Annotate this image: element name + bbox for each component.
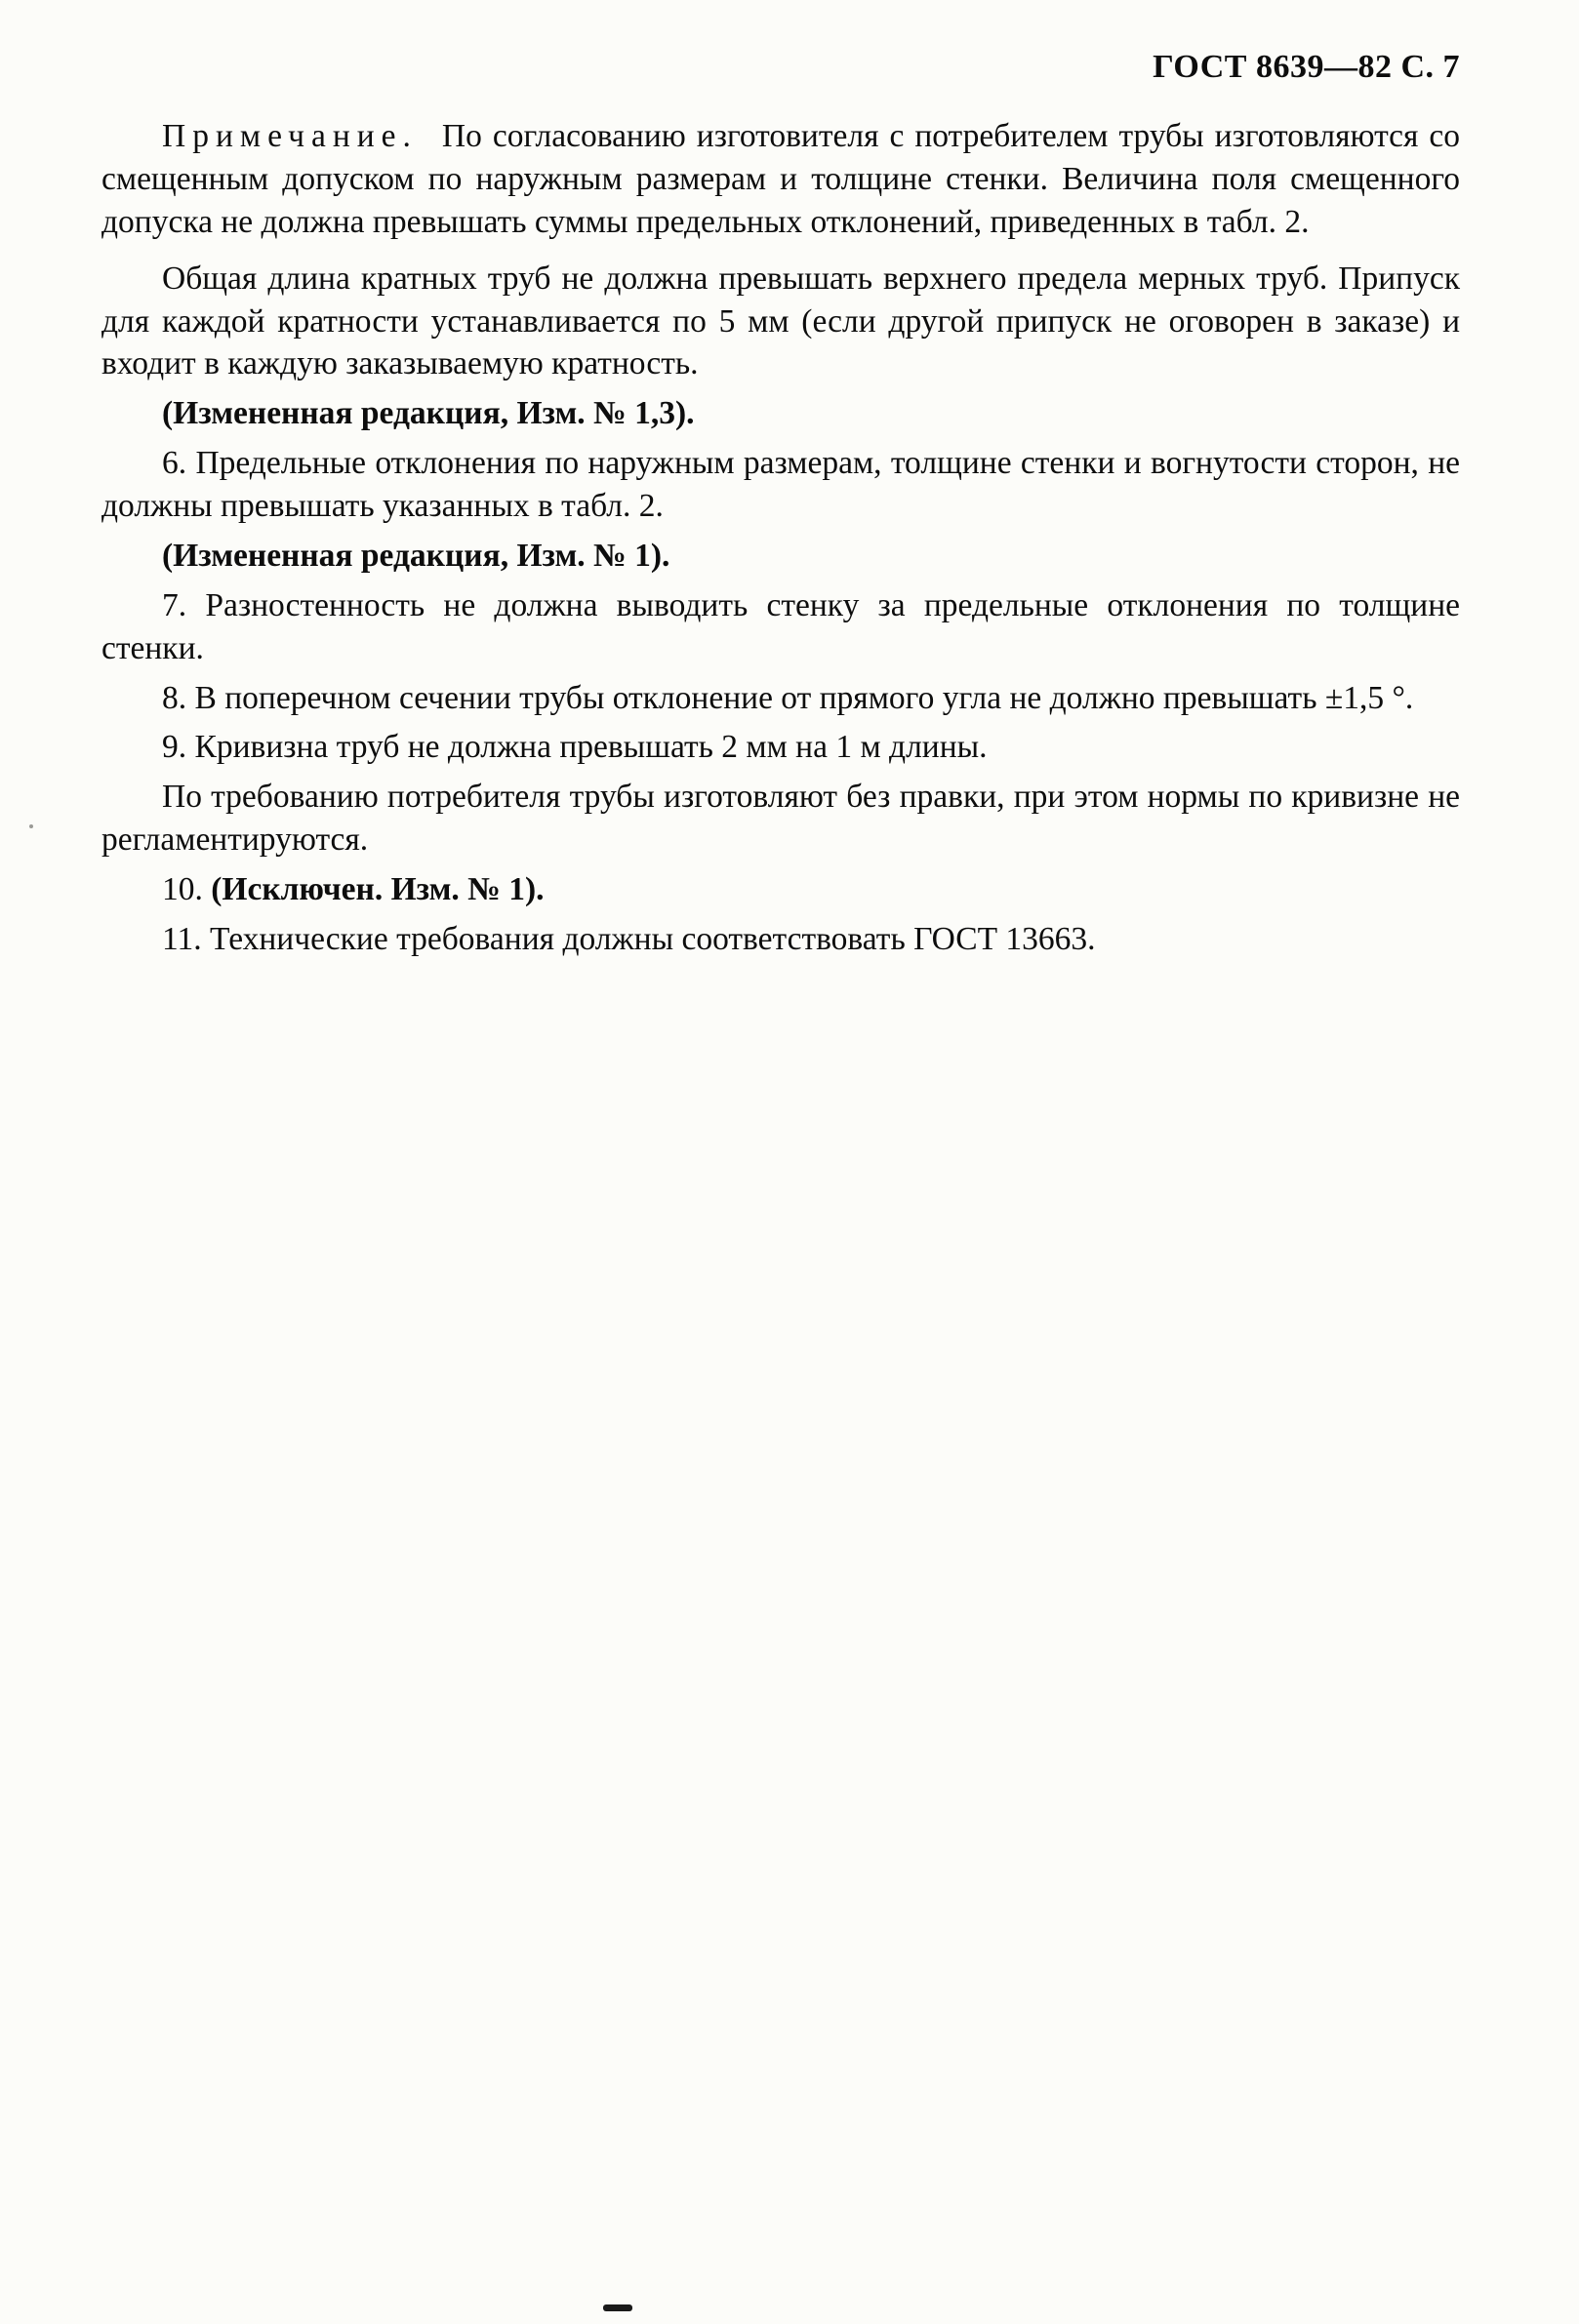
clause-11: 11. Технические требования должны соответствовать ГОСТ 13663. (162, 920, 1096, 957)
clause-10-excluded-note: (Исключен. Изм. № 1). (211, 871, 545, 907)
clause-9: 9. Кривизна труб не должна превышать 2 мм на 1 м длины. (162, 729, 988, 766)
clause-9-addendum: По требованию потребителя трубы изготовляют без правки, при этом нормы по кривизне не регламентируются. (101, 779, 1460, 859)
amendment-note-1: (Измененная редакция, Изм. № 1,3). (162, 395, 695, 432)
clause-7: 7. Разностенность не должна выводить стенку за предельные отклонения по толщине стенки. (101, 586, 1460, 666)
clause-8: 8. В поперечном сечении трубы отклонение от прямого угла не должно превышать ±1,5 °. (162, 679, 1414, 716)
scan-artifact (29, 824, 33, 828)
page-header (101, 49, 1460, 86)
note-label: Примечание. (162, 118, 418, 154)
amendment-note-2: (Измененная редакция, Изм. № 1). (162, 537, 670, 574)
note-text: По согласованию изготовителя с потребителем трубы изготовляются со смещенным допуском по наружным размерам и толщине стенки. Величина поля смещенного допуска не должна превышать суммы предельных отклонений, приведенных в табл. 2. (101, 118, 1461, 240)
paragraph-multiple-length: Общая длина кратных труб не должна превышать верхнего предела мерных труб. Припуск для каждой кратности устанавливается по 5 мм (если другой припуск не оговорен в заказе) и входит в каждую заказываемую кратность. (101, 260, 1460, 382)
document-content (101, 115, 1460, 961)
standard-number: ГОСТ 8639—82 С. 7 (1153, 49, 1460, 85)
clause-10 (101, 868, 1460, 911)
clause-10-number: 10. (162, 871, 212, 907)
note-paragraph (101, 115, 1460, 244)
scan-artifact (603, 2304, 632, 2311)
clause-6: 6. Предельные отклонения по наружным размерам, толщине стенки и вогнутости сторон, не должны превышать указанных в табл. 2. (101, 445, 1460, 524)
